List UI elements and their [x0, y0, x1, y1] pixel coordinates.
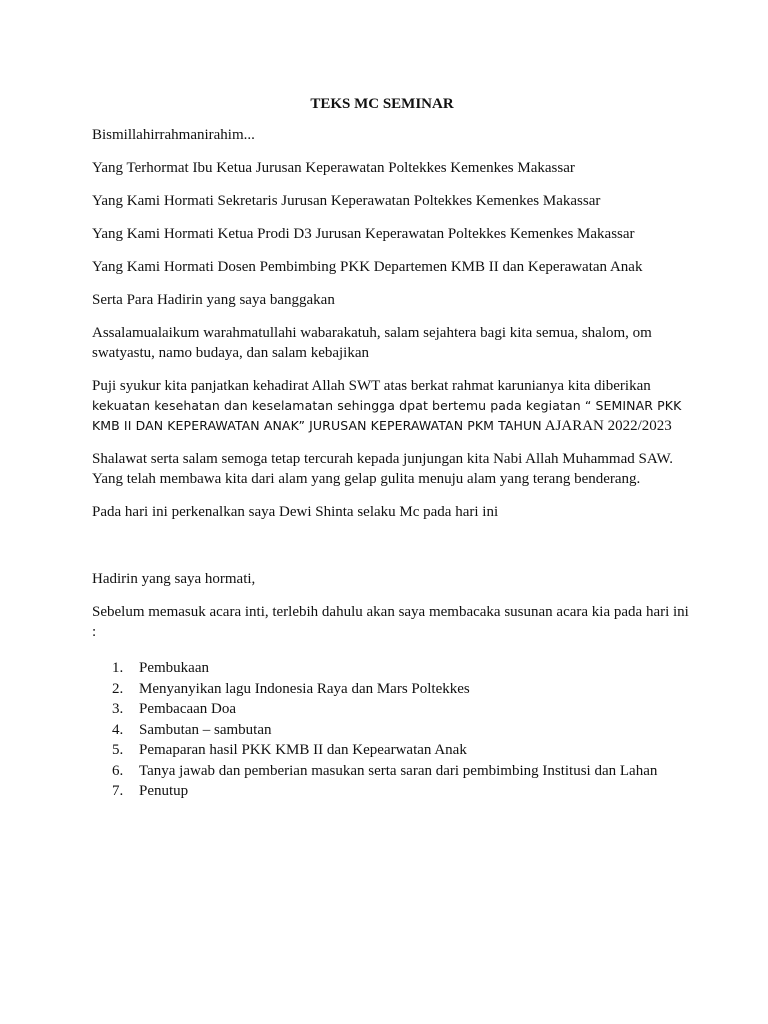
greeting-line: Yang Kami Hormati Ketua Prodi D3 Jurusan Keperawatan Poltekkes Kemenkes Makassar — [92, 226, 635, 242]
document-page — [92, 94, 692, 802]
list-item — [92, 720, 692, 741]
perkenalan-paragraph: Pada hari ini perkenalkan saya Dewi Shinta selaku Mc pada hari ini — [92, 504, 499, 520]
list-item — [92, 781, 692, 802]
puji-text-3: AJARAN 2022/2023 — [544, 418, 672, 434]
list-item — [92, 761, 692, 782]
list-item-text: Pemaparan hasil PKK KMB II dan Kepearwatan Anak — [139, 742, 467, 758]
greeting-line: Yang Kami Hormati Sekretaris Jurusan Keperawatan Poltekkes Kemenkes Makassar — [92, 193, 601, 209]
list-item — [92, 740, 692, 761]
list-item-number: 3. — [112, 701, 124, 717]
list-item-text: Tanya jawab dan pemberian masukan serta saran dari pembimbing Institusi dan Lahan — [139, 762, 658, 779]
hadirin-paragraph: Hadirin yang saya hormati, — [92, 571, 256, 587]
puji-text-1: Puji syukur kita panjatkan kehadirat Allah SWT atas berkat rahmat karunianya kita diberikan — [92, 378, 651, 394]
shalawat-paragraph: Shalawat serta salam semoga tetap tercurah kepada junjungan kita Nabi Allah Muhammad SAW. Yang telah membawa kita dari alam yang gelap gulita menuju alam yang terang benderang. — [92, 451, 673, 487]
greeting-line: Yang Kami Hormati Dosen Pembimbing PKK Departemen KMB II dan Keperawatan Anak — [92, 259, 643, 275]
list-item-text: Pembukaan — [139, 660, 209, 676]
list-item-number: 5. — [112, 742, 124, 758]
list-item-number: 6. — [112, 762, 124, 779]
opening-line: Bismillahirrahmanirahim... — [92, 127, 255, 143]
list-item-text: Penutup — [139, 783, 189, 799]
puji-paragraph — [92, 376, 692, 436]
document-title: TEKS MC SEMINAR — [310, 96, 454, 112]
list-item-number: 2. — [112, 680, 124, 697]
list-item-text: Sambutan – sambutan — [139, 721, 272, 738]
greeting-line: Serta Para Hadirin yang saya banggakan — [92, 292, 335, 308]
puji-text-2: kekuatan kesehatan dan keselamatan sehingga dpat bertemu pada kegiatan “ SEMINAR PKK KMB II DAN KEPERAWATAN ANAK” JURUSAN KEPERAWATAN PKM TAHUN — [92, 398, 682, 433]
sebelum-paragraph: Sebelum memasuk acara inti, terlebih dahulu akan saya membacaka susunan acara kia pada hari ini : — [92, 604, 689, 640]
salam-paragraph: Assalamualaikum warahmatullahi wabarakatuh, salam sejahtera bagi kita semua, shalom, om swatyastu, namo budaya, dan salam kebajikan — [92, 325, 652, 361]
agenda-list — [92, 658, 692, 802]
list-item-number: 1. — [112, 660, 124, 676]
list-item — [92, 699, 692, 720]
greeting-line: Yang Terhormat Ibu Ketua Jurusan Keperawatan Poltekkes Kemenkes Makassar — [92, 160, 575, 176]
list-item-text: Menyanyikan lagu Indonesia Raya dan Mars Poltekkes — [139, 680, 470, 697]
list-item-number: 7. — [112, 783, 124, 799]
list-item-text: Pembacaan Doa — [139, 701, 237, 717]
list-item — [92, 658, 692, 679]
blank-line — [92, 535, 692, 569]
list-item — [92, 679, 692, 700]
list-item-number: 4. — [112, 721, 124, 738]
